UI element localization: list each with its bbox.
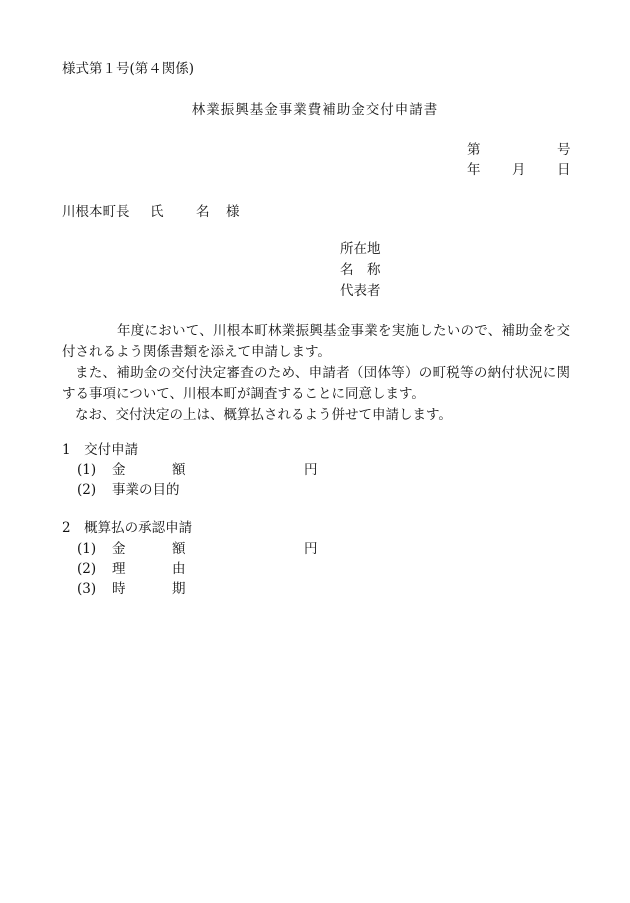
section-2-item-1-num: (1) [77, 541, 97, 557]
section-1-item-1-num: (1) [77, 462, 97, 478]
addressee-mayor: 川根本町長 [62, 204, 130, 220]
date-month-label: 月 [512, 162, 526, 178]
section-2-item-2-label: 理 [112, 561, 126, 577]
applicant-representative-label: 代表者 [340, 283, 381, 299]
section-2-item-3-num: (3) [77, 581, 97, 597]
section-2-item-1-label2: 額 [172, 541, 186, 557]
addressee-honorific: 様 [226, 204, 240, 220]
section-1-item-2-label: 事業の目的 [112, 482, 180, 498]
addressee-given-name-label: 名 [196, 204, 210, 220]
section-1-item-1-unit: 円 [304, 462, 318, 478]
applicant-name-label: 名 称 [340, 262, 381, 278]
doc-number-prefix: 第 [467, 142, 481, 158]
section-1-heading: 1 交付申請 [62, 442, 139, 458]
date-year-label: 年 [467, 162, 481, 178]
addressee-family-name-label: 氏 [150, 204, 164, 220]
body-paragraph-2: また、補助金の交付決定審査のため、申請者（団体等）の町税等の納付状況に関する事項について、川根本町が調査することに同意します。 [62, 365, 570, 402]
section-2-item-3-label2: 期 [172, 581, 186, 597]
section-1-item-1-label: 金 [112, 462, 126, 478]
section-2-item-2-label2: 由 [172, 561, 186, 577]
doc-number-suffix: 号 [557, 142, 571, 158]
applicant-address-label: 所在地 [340, 241, 381, 257]
body-paragraph-1: 年度において、川根本町林業振興基金事業を実施したいので、補助金を交付されるよう関係書類を添えて申請します。 [62, 323, 570, 360]
section-2-item-2-num: (2) [77, 561, 97, 577]
form-number: 様式第１号(第４関係) [62, 61, 195, 77]
body-paragraph-3: なお、交付決定の上は、概算払されるよう併せて申請します。 [75, 407, 452, 423]
section-1-item-2-num: (2) [77, 482, 97, 498]
section-2-item-1-label: 金 [112, 541, 126, 557]
section-2-item-1-unit: 円 [304, 541, 318, 557]
application-body [62, 321, 570, 426]
section-1-item-1-label2: 額 [172, 462, 186, 478]
section-2-item-3-label: 時 [112, 581, 126, 597]
section-2-heading: 2 概算払の承認申請 [62, 520, 193, 536]
date-day-label: 日 [557, 162, 571, 178]
document-title: 林業振興基金事業費補助金交付申請書 [191, 102, 439, 118]
